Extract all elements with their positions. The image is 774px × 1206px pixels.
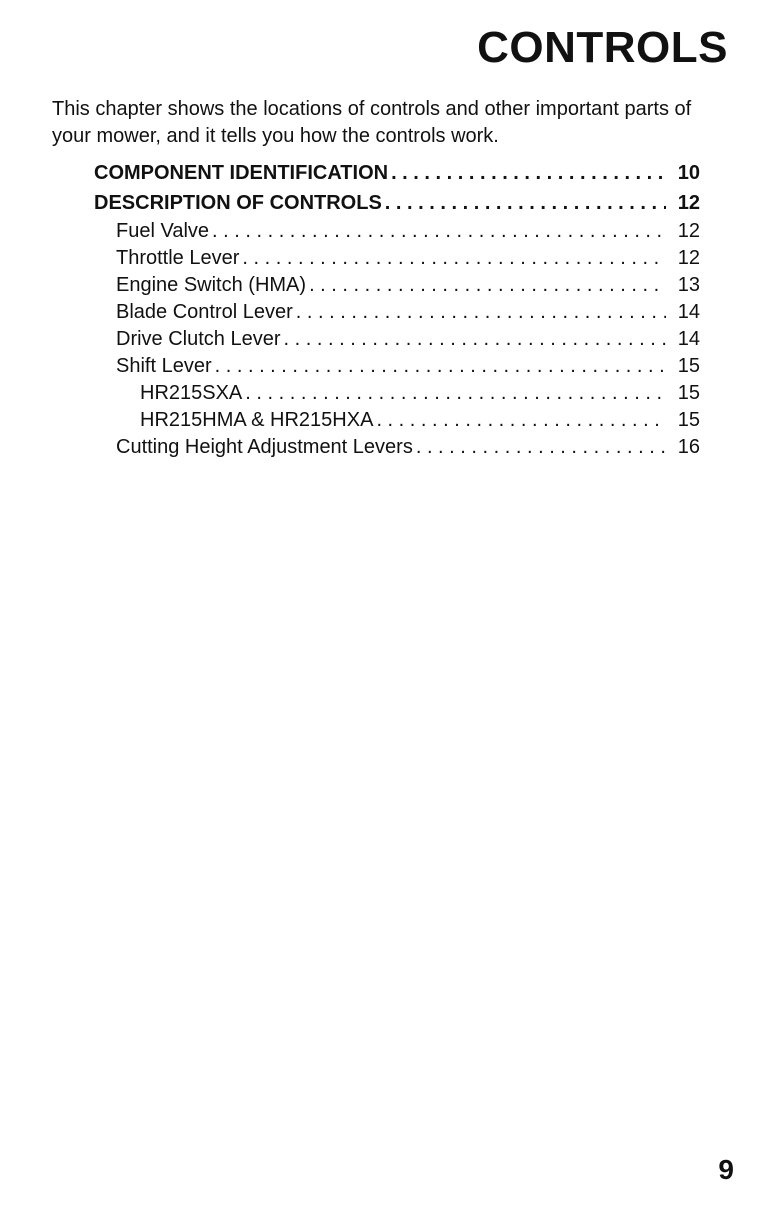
dot-leader: [376, 407, 666, 434]
toc-entry-label: Cutting Height Adjustment Levers: [116, 436, 413, 458]
toc-entry-drive-clutch-lever: [94, 326, 700, 353]
toc-entry-label: DESCRIPTION OF CONTROLS: [94, 192, 382, 214]
toc-entry-cutting-height-levers: [94, 434, 700, 461]
dot-leader: [212, 218, 666, 245]
toc-entry-hr215hma-hr215hxa: [94, 407, 700, 434]
dot-leader: [309, 272, 666, 299]
toc-entry-throttle-lever: [94, 245, 700, 272]
dot-leader: [391, 158, 666, 188]
toc-entry-hr215sxa: [94, 380, 700, 407]
toc-entry-label: Engine Switch (HMA): [116, 274, 307, 296]
dot-leader: [245, 380, 666, 407]
toc-entry-shift-lever: [94, 353, 700, 380]
dot-leader: [296, 299, 666, 326]
toc-entry-blade-control-lever: [94, 299, 700, 326]
intro-paragraph: This chapter shows the locations of controls and other important parts of your mower, and it tells you how the controls work.: [52, 98, 692, 147]
toc-entry-label: Fuel Valve: [116, 220, 210, 242]
table-of-contents: [94, 158, 700, 461]
dot-leader: [416, 434, 666, 461]
toc-entry-page: 14: [677, 301, 700, 323]
page-title: CONTROLS: [477, 23, 728, 72]
toc-entry-page: 12: [677, 247, 700, 269]
page-number: 9: [718, 1154, 734, 1185]
toc-entry-page: 15: [677, 382, 700, 404]
toc-entry-label: HR215HMA & HR215HXA: [140, 409, 374, 431]
toc-entry-engine-switch: [94, 272, 700, 299]
dot-leader: [284, 326, 666, 353]
dot-leader: [385, 188, 666, 218]
toc-entry-page: 15: [677, 355, 700, 377]
toc-entry-page: 16: [677, 436, 700, 458]
toc-entry-page: 12: [677, 192, 700, 214]
toc-entry-label: HR215SXA: [140, 382, 243, 404]
toc-entry-fuel-valve: [94, 218, 700, 245]
toc-entry-label: Throttle Lever: [116, 247, 240, 269]
toc-entry-label: Shift Lever: [116, 355, 212, 377]
toc-entry-page: 13: [677, 274, 700, 296]
toc-entry-page: 14: [677, 328, 700, 350]
toc-entry-component-identification: [94, 158, 700, 188]
toc-entry-page: 10: [677, 162, 700, 184]
dot-leader: [215, 353, 666, 380]
toc-entry-page: 15: [677, 409, 700, 431]
toc-entry-label: Drive Clutch Lever: [116, 328, 281, 350]
dot-leader: [242, 245, 666, 272]
toc-entry-label: COMPONENT IDENTIFICATION: [94, 162, 389, 184]
toc-entry-page: 12: [677, 220, 700, 242]
toc-entry-description-of-controls: [94, 188, 700, 218]
toc-entry-label: Blade Control Lever: [116, 301, 293, 323]
